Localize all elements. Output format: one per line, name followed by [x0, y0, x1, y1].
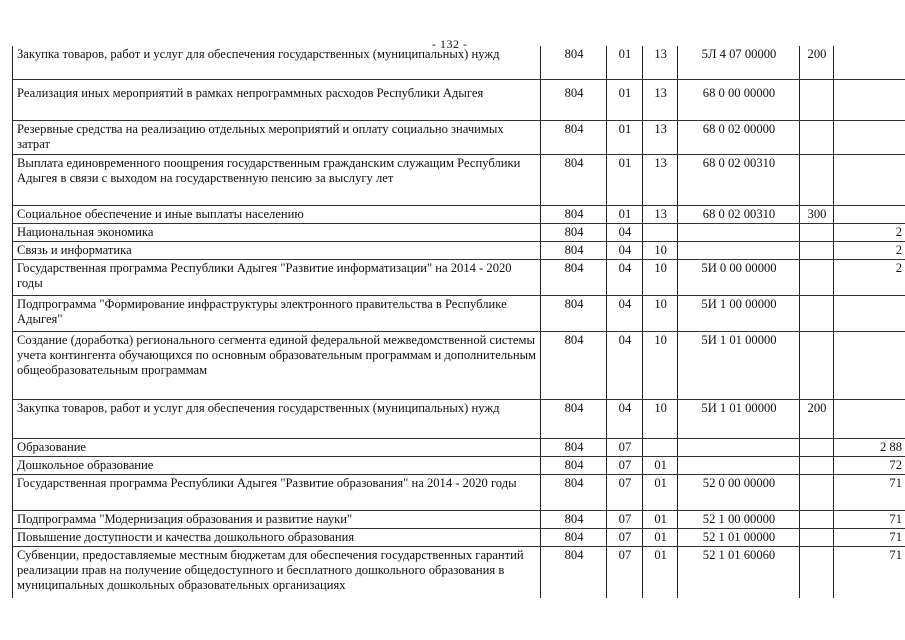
- expense-type-code: [799, 242, 834, 260]
- ministry-code: 804: [541, 260, 607, 296]
- section-code: 01: [607, 46, 643, 80]
- section-code: 04: [607, 224, 643, 242]
- expense-type-code: [799, 224, 834, 242]
- amount: [834, 332, 905, 400]
- amount: 2: [834, 224, 905, 242]
- table-row: [13, 80, 905, 121]
- amount: 71: [834, 529, 905, 547]
- table-row: [13, 400, 905, 439]
- row-name: Государственная программа Республики Адыгея "Развитие образования" на 2014 - 2020 годы: [13, 475, 541, 511]
- expense-type-code: [799, 511, 834, 529]
- row-name: Закупка товаров, работ и услуг для обеспечения государственных (муниципальных) нужд: [13, 400, 541, 439]
- section-code: 04: [607, 296, 643, 332]
- expense-type-code: [799, 332, 834, 400]
- amount: 2 88: [834, 439, 905, 457]
- amount: 2: [834, 242, 905, 260]
- table-row: [13, 439, 905, 457]
- subsection-code: 01: [642, 547, 678, 599]
- table-row: [13, 547, 905, 599]
- page-number: - 132 -: [432, 37, 468, 51]
- amount: [834, 46, 905, 80]
- amount: 2: [834, 260, 905, 296]
- subsection-code: [642, 439, 678, 457]
- section-code: 04: [607, 332, 643, 400]
- ministry-code: 804: [541, 547, 607, 599]
- row-name: Выплата единовременного поощрения государственным гражданским служащим Республики Адыгея в связи с выходом на государственную пенсию за выслугу лет: [13, 155, 541, 206]
- section-code: 01: [607, 155, 643, 206]
- expense-type-code: [799, 260, 834, 296]
- expense-type-code: 200: [799, 46, 834, 80]
- subsection-code: 13: [642, 121, 678, 155]
- subsection-code: 13: [642, 155, 678, 206]
- table-row: [13, 296, 905, 332]
- section-code: 07: [607, 475, 643, 511]
- amount: [834, 296, 905, 332]
- subsection-code: 01: [642, 457, 678, 475]
- expense-type-code: [799, 529, 834, 547]
- row-name: Субвенции, предоставляемые местным бюджетам для обеспечения государственных гарантий реализации прав на получение общедоступного и бесплатного дошкольного образования в муниципальных дошкольных образовательных организациях: [13, 547, 541, 599]
- ministry-code: 804: [541, 529, 607, 547]
- row-name: Дошкольное образование: [13, 457, 541, 475]
- ministry-code: 804: [541, 296, 607, 332]
- ministry-code: 804: [541, 121, 607, 155]
- target-article-code: 5И 1 01 00000: [678, 400, 799, 439]
- amount: [834, 206, 905, 224]
- ministry-code: 804: [541, 457, 607, 475]
- expense-type-code: 200: [799, 400, 834, 439]
- section-code: 04: [607, 260, 643, 296]
- section-code: 07: [607, 457, 643, 475]
- amount: 71: [834, 475, 905, 511]
- budget-table: [12, 46, 905, 598]
- subsection-code: 10: [642, 242, 678, 260]
- section-code: 07: [607, 439, 643, 457]
- expense-type-code: [799, 296, 834, 332]
- section-code: 01: [607, 80, 643, 121]
- table-row: [13, 224, 905, 242]
- section-code: 07: [607, 511, 643, 529]
- expense-type-code: [799, 439, 834, 457]
- target-article-code: 68 0 00 00000: [678, 80, 799, 121]
- expense-type-code: [799, 547, 834, 599]
- row-name: Подпрограмма "Модернизация образования и развитие науки": [13, 511, 541, 529]
- row-name: Резервные средства на реализацию отдельных мероприятий и оплату социально значимых затрат: [13, 121, 541, 155]
- ministry-code: 804: [541, 224, 607, 242]
- expense-type-code: [799, 121, 834, 155]
- row-name: Образование: [13, 439, 541, 457]
- amount: [834, 80, 905, 121]
- target-article-code: 5Л 4 07 00000: [678, 46, 799, 80]
- subsection-code: 01: [642, 511, 678, 529]
- subsection-code: 13: [642, 46, 678, 80]
- target-article-code: 52 1 00 00000: [678, 511, 799, 529]
- row-name: Реализация иных мероприятий в рамках непрограммных расходов Республики Адыгея: [13, 80, 541, 121]
- target-article-code: 5И 1 00 00000: [678, 296, 799, 332]
- section-code: 07: [607, 547, 643, 599]
- ministry-code: 804: [541, 206, 607, 224]
- expense-type-code: [799, 457, 834, 475]
- section-code: 01: [607, 206, 643, 224]
- ministry-code: 804: [541, 475, 607, 511]
- amount: [834, 400, 905, 439]
- row-name: Повышение доступности и качества дошкольного образования: [13, 529, 541, 547]
- subsection-code: 10: [642, 332, 678, 400]
- target-article-code: 68 0 02 00000: [678, 121, 799, 155]
- subsection-code: 10: [642, 400, 678, 439]
- subsection-code: 10: [642, 260, 678, 296]
- amount: 71: [834, 547, 905, 599]
- target-article-code: 68 0 02 00310: [678, 206, 799, 224]
- target-article-code: [678, 224, 799, 242]
- subsection-code: 10: [642, 296, 678, 332]
- table-row: [13, 121, 905, 155]
- amount: [834, 121, 905, 155]
- table-row: [13, 260, 905, 296]
- section-code: 04: [607, 400, 643, 439]
- target-article-code: [678, 439, 799, 457]
- subsection-code: 01: [642, 475, 678, 511]
- row-name: Подпрограмма "Формирование инфраструктуры электронного правительства в Республике Адыгея": [13, 296, 541, 332]
- amount: 71: [834, 511, 905, 529]
- table-row: [13, 457, 905, 475]
- section-code: 01: [607, 121, 643, 155]
- expense-type-code: [799, 155, 834, 206]
- row-name: Национальная экономика: [13, 224, 541, 242]
- ministry-code: 804: [541, 439, 607, 457]
- table-row: [13, 46, 905, 80]
- table-row: [13, 511, 905, 529]
- ministry-code: 804: [541, 155, 607, 206]
- row-name: Государственная программа Республики Адыгея "Развитие информатизации" на 2014 - 2020 годы: [13, 260, 541, 296]
- subsection-code: 13: [642, 206, 678, 224]
- table-row: [13, 206, 905, 224]
- expense-type-code: [799, 80, 834, 121]
- amount: 72: [834, 457, 905, 475]
- ministry-code: 804: [541, 80, 607, 121]
- ministry-code: 804: [541, 400, 607, 439]
- row-name: Связь и информатика: [13, 242, 541, 260]
- target-article-code: [678, 242, 799, 260]
- section-code: 07: [607, 529, 643, 547]
- table-row: [13, 155, 905, 206]
- subsection-code: [642, 224, 678, 242]
- ministry-code: 804: [541, 511, 607, 529]
- target-article-code: 52 1 01 00000: [678, 529, 799, 547]
- expense-type-code: 300: [799, 206, 834, 224]
- subsection-code: 13: [642, 80, 678, 121]
- section-code: 04: [607, 242, 643, 260]
- table-row: [13, 242, 905, 260]
- table-row: [13, 332, 905, 400]
- row-name: Социальное обеспечение и иные выплаты населению: [13, 206, 541, 224]
- row-name: Создание (доработка) регионального сегмента единой федеральной межведомственной системы учета контингента обучающихся по основным образовательным программам и дополнительным общеобразовательным программам: [13, 332, 541, 400]
- ministry-code: 804: [541, 332, 607, 400]
- table-row: [13, 475, 905, 511]
- target-article-code: 68 0 02 00310: [678, 155, 799, 206]
- subsection-code: 01: [642, 529, 678, 547]
- amount: [834, 155, 905, 206]
- table-row: [13, 529, 905, 547]
- target-article-code: 52 0 00 00000: [678, 475, 799, 511]
- target-article-code: [678, 457, 799, 475]
- target-article-code: 52 1 01 60060: [678, 547, 799, 599]
- target-article-code: 5И 0 00 00000: [678, 260, 799, 296]
- ministry-code: 804: [541, 242, 607, 260]
- expense-type-code: [799, 475, 834, 511]
- ministry-code: 804: [541, 46, 607, 80]
- target-article-code: 5И 1 01 00000: [678, 332, 799, 400]
- row-name: Закупка товаров, работ и услуг для обеспечения государственных (муниципальных) нужд: [13, 46, 541, 80]
